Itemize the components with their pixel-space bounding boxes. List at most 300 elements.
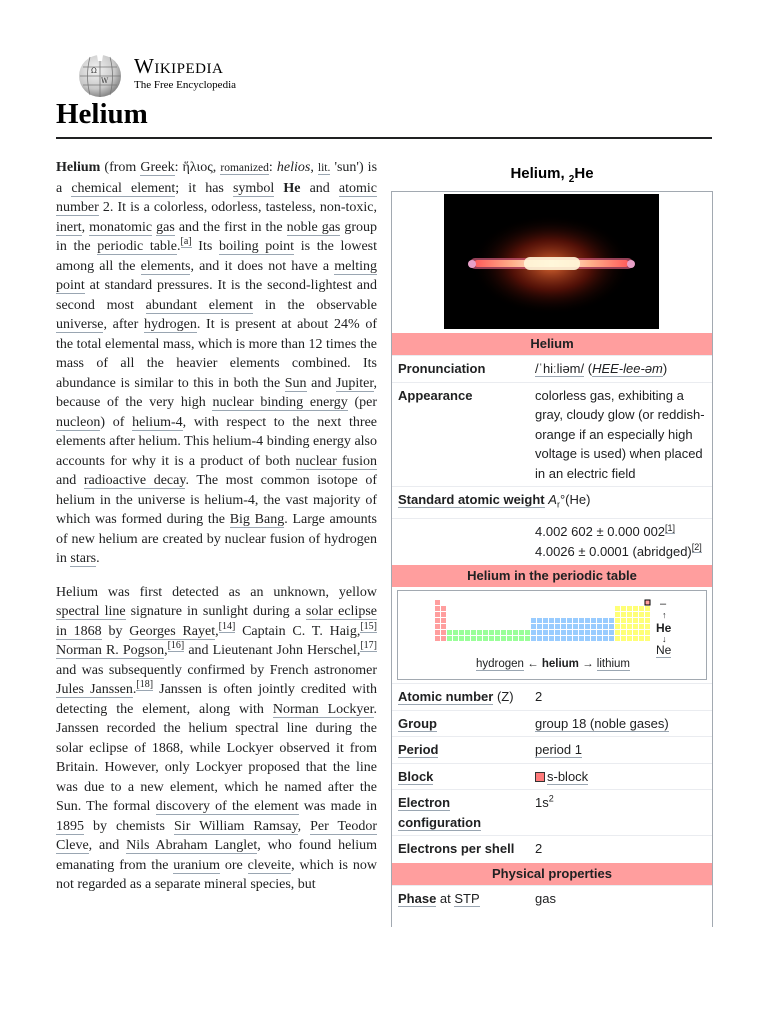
link-spectral-line[interactable]: spectral line xyxy=(56,604,126,619)
pt-cell xyxy=(579,630,584,635)
text: , and it does not have a xyxy=(190,258,335,274)
text: was made in xyxy=(298,799,377,814)
link-period[interactable]: Period xyxy=(398,742,439,758)
text: and was subsequently confirmed by French astronomer xyxy=(56,662,377,678)
value-electrons-per-shell: 2 xyxy=(535,841,543,857)
pt-cell xyxy=(615,606,620,611)
pt-cell xyxy=(597,636,602,641)
pt-cell xyxy=(495,630,500,635)
footnote-1[interactable]: [1] xyxy=(665,522,676,533)
link-group-18[interactable]: group 18 (noble gases) xyxy=(535,715,669,731)
pt-cell xyxy=(495,636,500,641)
pt-cell xyxy=(621,612,626,617)
pt-neighbors xyxy=(398,658,708,670)
link-uranium[interactable]: uranium xyxy=(173,857,220,873)
link-radioactive-decay[interactable]: radioactive decay xyxy=(83,473,186,488)
pt-cell xyxy=(591,630,596,635)
pt-cell xyxy=(561,630,566,635)
row-electron-configuration xyxy=(392,789,712,835)
text: ) of xyxy=(100,414,133,430)
value-appearance: colorless gas, exhibiting a gray, cloudy glow (or reddish-orange if an especially high voltage is used) when placed in an electric field xyxy=(535,387,705,481)
pt-cell xyxy=(507,636,512,641)
pt-cell xyxy=(615,630,620,635)
text: in the observable xyxy=(253,297,377,313)
link-1895[interactable]: 1895 xyxy=(56,818,84,834)
pt-cell xyxy=(561,618,566,623)
text: and xyxy=(56,473,84,488)
link-nuclear-binding-energy[interactable]: nuclear binding energy xyxy=(212,395,348,410)
value-block xyxy=(530,764,712,790)
svg-text:W: W xyxy=(101,77,109,85)
pt-cell xyxy=(591,618,596,623)
link-stp[interactable]: STP xyxy=(454,890,480,906)
pt-cell xyxy=(591,624,596,629)
text: at xyxy=(436,890,455,906)
atomic-weight-abridged xyxy=(535,542,706,562)
pt-element-above: – xyxy=(660,598,667,611)
text: at standard pressures. It is the second-lightest and second most xyxy=(56,278,377,313)
link-atomic-number-infobox[interactable]: Atomic number xyxy=(398,689,494,705)
right-arrow-icon: → xyxy=(578,658,597,671)
pt-cell xyxy=(465,630,470,635)
link-hydrogen-neighbor[interactable]: hydrogen xyxy=(475,658,524,671)
footnote-2[interactable]: [2] xyxy=(691,542,702,553)
pt-cell xyxy=(531,618,536,623)
wikipedia-wordmark[interactable]: Wikipedia xyxy=(134,54,224,78)
link-elements[interactable]: elements xyxy=(140,258,191,274)
pt-cell xyxy=(627,606,632,611)
link-universe[interactable]: universe xyxy=(56,317,104,332)
pt-cell xyxy=(525,636,530,641)
pt-cell xyxy=(603,630,608,635)
text: , xyxy=(215,623,219,639)
pt-cell xyxy=(435,618,440,623)
row-pronunciation xyxy=(392,355,712,382)
pt-cell xyxy=(639,606,644,611)
pt-cell-helium xyxy=(645,600,650,605)
label-period xyxy=(392,737,530,763)
pt-cell xyxy=(507,630,512,635)
pt-cell xyxy=(483,636,488,641)
text: ; it has xyxy=(175,180,233,196)
bold-symbol-he: He xyxy=(283,180,301,196)
label-electrons-per-shell: Electrons per shell xyxy=(398,841,515,857)
link-nils-langlet[interactable]: Nils Abraham Langlet xyxy=(126,838,258,853)
text: (per xyxy=(347,395,377,410)
row-standard-atomic-weight xyxy=(392,486,712,518)
up-arrow-icon: ↑ xyxy=(662,610,667,621)
section-header-helium: Helium xyxy=(392,332,712,355)
text: and Lieutenant John Herschel, xyxy=(184,643,361,658)
pt-cell xyxy=(537,630,542,635)
text: 4.002 602 ± 0.000 002 xyxy=(535,524,666,540)
text: 'sun') is a xyxy=(56,160,378,196)
text: 2. It is a colorless, odorless, tasteless, non-toxic, xyxy=(98,200,377,215)
text: by chemists xyxy=(84,818,175,834)
pt-cell xyxy=(501,630,506,635)
pt-cell xyxy=(621,624,626,629)
pt-cell xyxy=(633,630,638,635)
pt-cell xyxy=(459,636,464,641)
link-big-bang[interactable]: Big Bang xyxy=(229,512,285,527)
pt-cell xyxy=(537,636,542,641)
link-georges-rayet[interactable]: Georges Rayet xyxy=(129,623,216,639)
pt-cell xyxy=(519,630,524,635)
pt-cell xyxy=(573,624,578,629)
link-ipa-pronunciation[interactable]: /ˈhiːliəm/ xyxy=(535,361,585,376)
pt-cell xyxy=(627,618,632,623)
pt-cell xyxy=(585,636,590,641)
text: Captain C. T. Haig, xyxy=(235,623,361,639)
link-noble-gas[interactable]: noble gas xyxy=(286,219,341,235)
text: Janssen is often jointly credited with detecting the element, along with xyxy=(56,682,377,717)
link-standard-atomic-weight[interactable]: Standard atomic weight xyxy=(398,492,545,507)
text: by xyxy=(101,623,130,639)
pt-cell xyxy=(471,630,476,635)
row-appearance xyxy=(392,382,712,487)
pt-cell xyxy=(549,630,554,635)
link-william-ramsay[interactable]: Sir William Ramsay xyxy=(174,818,298,834)
link-solar-eclipse-1868[interactable]: solar eclipse in 1868 xyxy=(56,604,377,639)
pt-cell xyxy=(633,606,638,611)
link-romanized[interactable]: romanized xyxy=(220,162,269,174)
text: , who found helium emanating from the xyxy=(56,838,378,873)
label-standard-atomic-weight xyxy=(392,487,712,518)
link-norman-pogson[interactable]: Norman R. Pogson xyxy=(56,643,165,658)
value-electron-configuration xyxy=(530,790,712,835)
svg-text:Ω: Ω xyxy=(91,67,97,75)
pt-cell xyxy=(627,612,632,617)
empty-label xyxy=(392,519,530,564)
pt-cell xyxy=(609,636,614,641)
text: signature in sunlight during a xyxy=(125,604,306,619)
link-phase[interactable]: Phase xyxy=(398,890,437,906)
pt-cell xyxy=(633,636,638,641)
atomic-weight-symbol: A xyxy=(548,492,557,507)
text: . Janssen recorded the helium spectral line during the solar eclipse of 1868, while Lockyer observed it from Britain. However, only Lockyer proposed that the line was due to a new element, which he named after the Sun. The formal xyxy=(56,701,377,814)
link-jules-janssen[interactable]: Jules Janssen xyxy=(56,682,133,697)
atomic-weight-subscript: r xyxy=(556,499,560,510)
pt-cell xyxy=(603,624,608,629)
page-title: Helium xyxy=(56,98,148,130)
link-jupiter[interactable]: Jupiter xyxy=(335,375,374,391)
article-body xyxy=(56,158,377,909)
pt-cell xyxy=(435,600,440,605)
pt-cell xyxy=(639,612,644,617)
pt-cell xyxy=(645,636,650,641)
pt-cell xyxy=(585,630,590,635)
pt-cell xyxy=(555,636,560,641)
superscript: 2 xyxy=(548,793,554,804)
atomic-weight-suffix: °(He) xyxy=(559,492,591,507)
pt-cell xyxy=(477,636,482,641)
infobox-caption xyxy=(391,165,713,185)
pt-cell xyxy=(435,636,440,641)
pt-cell xyxy=(585,618,590,623)
label-atomic-number xyxy=(392,684,530,710)
pt-cell xyxy=(609,618,614,623)
link-boiling-point[interactable]: boiling point xyxy=(218,239,295,254)
link-nuclear-fusion[interactable]: nuclear fusion xyxy=(295,453,377,469)
text: (Z) xyxy=(493,689,514,705)
text xyxy=(274,181,283,196)
link-discovery-of-element[interactable]: discovery of the element xyxy=(155,799,299,814)
pt-cell xyxy=(501,636,506,641)
pt-cell xyxy=(549,636,554,641)
link-stars[interactable]: stars xyxy=(70,551,97,566)
pt-cell xyxy=(639,624,644,629)
link-inert[interactable]: inert xyxy=(56,219,82,235)
greek-word: ἥλιος xyxy=(182,160,213,175)
pt-cell xyxy=(549,624,554,629)
pt-cell xyxy=(555,618,560,623)
footnote-17[interactable]: [17] xyxy=(360,640,377,652)
row-block xyxy=(392,763,712,790)
pt-cell xyxy=(543,618,548,623)
pt-cell xyxy=(573,630,578,635)
pt-cell xyxy=(543,630,548,635)
s-block-swatch-icon xyxy=(535,772,545,782)
link-melting-point[interactable]: melting point xyxy=(56,258,377,293)
text: (from xyxy=(100,160,141,175)
label-group xyxy=(392,711,530,737)
pt-cell xyxy=(471,636,476,641)
text: . xyxy=(132,682,137,697)
romanized-word: helios xyxy=(276,160,311,175)
pt-cell xyxy=(579,618,584,623)
label-phase xyxy=(392,886,530,912)
value-atomic-weight xyxy=(530,519,712,564)
pt-cell xyxy=(573,636,578,641)
text: , xyxy=(81,219,90,235)
caption-text: Helium, xyxy=(510,165,569,182)
row-period xyxy=(392,736,712,763)
row-electrons-per-shell xyxy=(392,835,712,862)
text: , xyxy=(297,818,311,834)
label-electron-configuration xyxy=(392,790,530,835)
pt-cell xyxy=(621,606,626,611)
pt-cell xyxy=(513,636,518,641)
pt-cell xyxy=(621,636,626,641)
pt-cell xyxy=(447,630,452,635)
down-arrow-icon: ↓ xyxy=(662,634,667,645)
infobox-image-container xyxy=(392,192,712,332)
pt-cell xyxy=(621,630,626,635)
text: Its xyxy=(191,239,219,254)
pt-cell xyxy=(591,636,596,641)
footnote-18[interactable]: [18] xyxy=(136,679,154,691)
pt-cell xyxy=(603,618,608,623)
left-arrow-icon: ← xyxy=(523,658,542,671)
pt-cell xyxy=(645,606,650,611)
wikipedia-globe-logo[interactable] xyxy=(75,53,125,98)
pt-cell xyxy=(441,612,446,617)
atomic-weight-precise xyxy=(535,522,706,542)
link-per-teodor-cleve[interactable]: Per Teodor Cleve xyxy=(56,818,378,853)
pt-cell xyxy=(627,636,632,641)
pt-cell xyxy=(537,618,542,623)
link-lithium-neighbor[interactable]: lithium xyxy=(596,658,631,671)
value-pronunciation xyxy=(530,356,712,382)
row-atomic-weight-values xyxy=(392,518,712,564)
pt-cell xyxy=(435,630,440,635)
text: , with respect to the next three elements after helium. This helium-4 binding energy also accounts for why it is a product of both xyxy=(56,414,377,469)
pt-cell xyxy=(483,630,488,635)
paragraph-discovery xyxy=(56,583,377,895)
link-nucleon[interactable]: nucleon xyxy=(56,414,101,430)
pt-element-helium: He xyxy=(656,621,672,636)
pt-cell xyxy=(435,606,440,611)
pt-cell xyxy=(597,618,602,623)
pt-cell xyxy=(561,624,566,629)
pt-cell xyxy=(465,636,470,641)
pt-cell xyxy=(645,624,650,629)
pt-cell xyxy=(639,618,644,623)
pt-cell xyxy=(441,636,446,641)
text: . xyxy=(177,239,181,254)
pt-cell xyxy=(639,636,644,641)
text: , because of the very high xyxy=(56,375,377,410)
text: , xyxy=(212,160,221,175)
pt-cell xyxy=(639,630,644,635)
pt-cell xyxy=(633,612,638,617)
label-pronunciation: Pronunciation xyxy=(398,361,486,376)
text: : xyxy=(268,160,277,175)
pt-cell xyxy=(447,636,452,641)
link-gas[interactable]: gas xyxy=(156,219,175,235)
section-header-periodic-table: Helium in the periodic table xyxy=(392,564,712,587)
pt-cell xyxy=(567,618,572,623)
caption-symbol: He xyxy=(574,165,594,182)
pt-cell xyxy=(603,636,608,641)
text: and xyxy=(300,180,339,196)
link-chemical-element[interactable]: chemical element xyxy=(71,180,176,196)
pt-cell xyxy=(531,624,536,629)
pt-cell xyxy=(567,636,572,641)
link-symbol[interactable]: symbol xyxy=(232,180,275,196)
pt-cell xyxy=(633,624,638,629)
value-atomic-number: 2 xyxy=(535,689,543,705)
pt-cell xyxy=(489,636,494,641)
pt-cell xyxy=(597,630,602,635)
pt-cell xyxy=(453,636,458,641)
pt-cell xyxy=(621,618,626,623)
pt-cell xyxy=(555,624,560,629)
footnote-14[interactable]: [14] xyxy=(218,620,236,632)
text: , which is now not regarded as a separate mineral species, but xyxy=(56,857,377,892)
text: . It is present at about 24% of the total elemental mass, which is more than 12 times the mass of all the heavier elements combined. Its abundance is similar to this in both the xyxy=(56,317,377,391)
link-helium-4[interactable]: helium-4 xyxy=(132,414,183,430)
text: . xyxy=(96,551,100,566)
pt-cell xyxy=(579,624,584,629)
text: : xyxy=(174,160,183,175)
pt-cell xyxy=(453,630,458,635)
infobox xyxy=(391,191,713,927)
link-greek[interactable]: Greek xyxy=(140,160,175,175)
link-norman-lockyer[interactable]: Norman Lockyer xyxy=(272,701,374,717)
footnote-15[interactable]: [15] xyxy=(360,620,377,632)
value-period xyxy=(530,737,712,763)
link-block[interactable]: Block xyxy=(398,768,434,784)
link-electron-configuration[interactable]: Electron configuration xyxy=(398,795,482,830)
pt-cell xyxy=(615,618,620,623)
pt-cell xyxy=(627,624,632,629)
pt-cell xyxy=(567,624,572,629)
pt-cell xyxy=(579,636,584,641)
pt-cell xyxy=(435,612,440,617)
pt-cell xyxy=(609,624,614,629)
link-hydrogen[interactable]: hydrogen xyxy=(143,317,197,332)
pt-current-element: helium xyxy=(541,658,579,671)
pt-cell xyxy=(477,630,482,635)
text: ore xyxy=(219,857,248,873)
text: ) xyxy=(662,361,668,376)
pt-cell xyxy=(537,624,542,629)
pt-cell xyxy=(543,624,548,629)
periodic-table-box xyxy=(397,590,707,680)
label-appearance: Appearance xyxy=(398,387,473,403)
link-periodic-table[interactable]: periodic table xyxy=(97,239,178,254)
pt-cell xyxy=(597,624,602,629)
pt-cell xyxy=(543,636,548,641)
title-divider xyxy=(56,137,712,139)
text: . The most common isotope of helium in the universe is helium-4, the vast majority of which was formed during the xyxy=(56,473,377,527)
value-phase: gas xyxy=(535,890,556,906)
paragraph-intro xyxy=(56,158,377,569)
value-group xyxy=(530,711,712,737)
link-sun[interactable]: Sun xyxy=(284,375,307,391)
row-atomic-number xyxy=(392,683,712,710)
link-atomic-number[interactable]: atomic number xyxy=(56,180,378,215)
link-literally[interactable]: lit. xyxy=(317,162,331,174)
text: , and xyxy=(88,838,127,853)
helium-discharge-tube-image[interactable] xyxy=(444,194,659,329)
pt-cell xyxy=(513,630,518,635)
text: 4.0026 ± 0.0001 (abridged) xyxy=(535,543,692,559)
link-group[interactable]: Group xyxy=(398,715,437,731)
link-s-block[interactable]: s-block xyxy=(547,768,589,784)
pt-cell xyxy=(441,606,446,611)
wikipedia-tagline: The Free Encyclopedia xyxy=(134,79,237,91)
text: , after xyxy=(103,317,144,332)
text: is the lowest among all the xyxy=(56,239,378,274)
label-block xyxy=(392,764,530,790)
section-header-physical-properties: Physical properties xyxy=(392,862,712,885)
link-abundant-element[interactable]: abundant element xyxy=(145,297,254,313)
footnote-a[interactable]: [a] xyxy=(180,236,192,248)
pt-cell xyxy=(441,624,446,629)
link-monatomic[interactable]: monatomic xyxy=(89,219,153,235)
link-period-1[interactable]: period 1 xyxy=(535,742,582,758)
bold-term-helium: Helium xyxy=(56,160,101,175)
pt-cell xyxy=(549,618,554,623)
pt-cell xyxy=(615,636,620,641)
pt-cell xyxy=(609,630,614,635)
link-respelling[interactable]: HEE-lee-əm xyxy=(592,361,663,376)
link-cleveite[interactable]: cleveite xyxy=(247,857,292,873)
row-group xyxy=(392,710,712,737)
text: 1s xyxy=(535,795,549,811)
row-phase xyxy=(392,885,712,912)
text: group in the xyxy=(56,219,378,254)
pt-cell xyxy=(645,630,650,635)
pt-cell xyxy=(441,618,446,623)
footnote-16[interactable]: [16] xyxy=(167,640,185,652)
pt-cell xyxy=(519,636,524,641)
link-neon[interactable]: Ne xyxy=(656,643,672,658)
pt-cell xyxy=(489,630,494,635)
pt-cell xyxy=(573,618,578,623)
